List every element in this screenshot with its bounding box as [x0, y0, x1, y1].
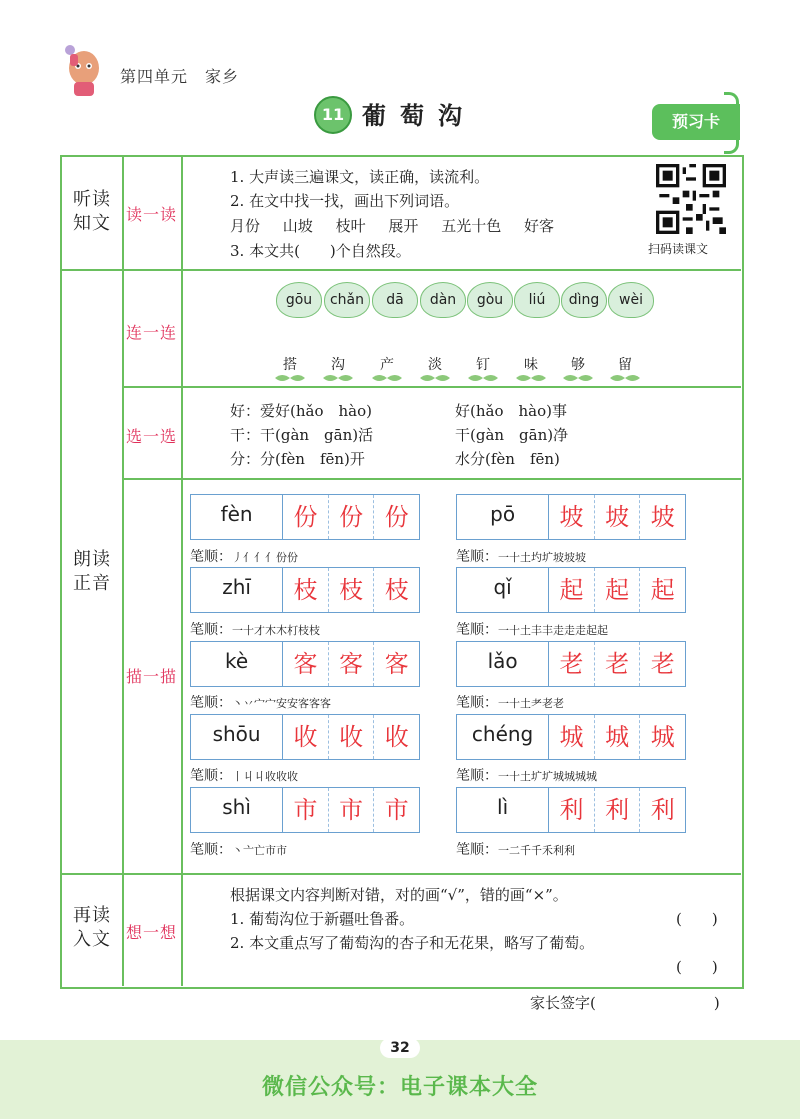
char-cell[interactable]: 老: [650, 650, 675, 678]
lesson-number: 11: [314, 96, 352, 134]
pinyin-cell: qǐ: [457, 568, 549, 612]
char-leaf[interactable]: 够: [571, 357, 585, 373]
writing-grid[interactable]: [190, 641, 420, 687]
char-cell[interactable]: 市: [384, 796, 409, 824]
page-number: 32: [380, 1038, 420, 1058]
lesson-title: 葡萄沟: [362, 101, 476, 130]
stroke-sequence: 丨丩丩收收收: [232, 770, 298, 783]
stroke-order: [456, 765, 597, 785]
word: 山坡: [282, 217, 313, 235]
char-cell[interactable]: 市: [283, 788, 329, 832]
char-leaf[interactable]: 留: [618, 357, 632, 373]
activity-read: 读一读: [125, 205, 177, 224]
word-list: [230, 215, 554, 236]
col-divider-1: [122, 156, 124, 986]
stroke-order-label: 笔顺：: [190, 549, 232, 565]
word: 展开: [388, 217, 419, 235]
stroke-sequence: 丿亻亻亻份份: [232, 551, 298, 564]
stroke-order-label: 笔顺：: [456, 622, 498, 638]
char-cell[interactable]: 枝: [384, 576, 409, 604]
activity-connect: 连一连: [125, 323, 177, 342]
char-cell[interactable]: 份: [384, 503, 409, 531]
pinyin-drop[interactable]: dàn: [420, 282, 466, 318]
char-cell[interactable]: 收: [329, 715, 375, 759]
stroke-order-label: 笔顺：: [190, 695, 232, 711]
pinyin-cell: lì: [457, 788, 549, 832]
word: 月份: [230, 217, 261, 235]
stroke-order-label: 笔顺：: [190, 768, 232, 784]
think-instruction: 根据课文内容判断对错，对的画“√”，错的画“×”。: [230, 886, 568, 904]
think-question-1: 1. 葡萄沟位于新疆吐鲁番。: [230, 910, 415, 928]
stroke-order: [456, 619, 608, 639]
char-cell[interactable]: 客: [384, 650, 409, 678]
char-cell[interactable]: 坡: [650, 503, 675, 531]
writing-grid[interactable]: [456, 787, 686, 833]
char-cell[interactable]: 起: [549, 568, 595, 612]
stroke-order: [190, 692, 331, 712]
char-cell[interactable]: 收: [384, 723, 409, 751]
char-cell[interactable]: 份: [283, 495, 329, 539]
activity-choose: 选一选: [125, 427, 177, 446]
pinyin-drop[interactable]: dìng: [561, 282, 607, 318]
char-leaf[interactable]: 产: [380, 357, 394, 373]
stroke-sequence: 一十土丰丰走走走起起: [498, 624, 608, 637]
char-cell[interactable]: 份: [329, 495, 375, 539]
char-leaf[interactable]: 味: [524, 357, 538, 373]
stroke-order: [456, 839, 575, 859]
preview-card-badge: 预习卡: [652, 104, 740, 140]
char-cell[interactable]: 利: [595, 788, 641, 832]
answer-blank-2[interactable]: ( ): [676, 958, 718, 976]
stroke-sequence: 一二千千禾利利: [498, 844, 575, 857]
writing-grid[interactable]: [190, 494, 420, 540]
stroke-sequence: 丶亠亡市市: [232, 844, 287, 857]
stroke-order: [190, 765, 298, 785]
word: 五光十色: [441, 217, 502, 235]
activity-trace: 描一描: [125, 667, 177, 686]
pinyin-cell: chéng: [457, 715, 549, 759]
writing-grid[interactable]: [456, 641, 686, 687]
writing-grid[interactable]: [456, 494, 686, 540]
char-cell[interactable]: 老: [549, 642, 595, 686]
mascot-icon: [60, 42, 104, 100]
pinyin-drop[interactable]: dā: [372, 282, 418, 318]
writing-grid[interactable]: [190, 567, 420, 613]
char-leaf[interactable]: 钉: [476, 357, 490, 373]
pinyin-drop[interactable]: chǎn: [324, 282, 370, 318]
choose-right-2: 干(gàn gān)净: [455, 426, 569, 444]
word: 好客: [523, 217, 554, 235]
stroke-order: [456, 546, 586, 566]
pinyin-cell: fèn: [191, 495, 283, 539]
qr-code-icon[interactable]: [656, 164, 726, 234]
col-divider-2: [181, 156, 183, 986]
unit-title: 第四单元 家乡: [120, 67, 240, 86]
char-cell[interactable]: 客: [329, 642, 375, 686]
parent-signature[interactable]: [530, 992, 720, 1013]
pinyin-cell: kè: [191, 642, 283, 686]
answer-blank-1[interactable]: ( ): [676, 910, 718, 928]
char-leaf[interactable]: 沟: [331, 357, 345, 373]
read-line-1: 1. 大声读三遍课文，读正确，读流利。: [230, 168, 490, 186]
think-question-2: 2. 本文重点写了葡萄沟的杏子和无花果，略写了葡萄。: [230, 934, 595, 952]
char-cell[interactable]: 起: [595, 568, 641, 612]
qr-caption: 扫码读课文: [648, 242, 709, 256]
choose-right-3: 水分(fèn fēn): [455, 450, 560, 468]
read-line-3: 3. 本文共( )个自然段。: [230, 242, 411, 260]
char-cell[interactable]: 坡: [549, 495, 595, 539]
char-cell[interactable]: 收: [283, 715, 329, 759]
leaf-icons: [272, 372, 652, 384]
word: 枝叶: [335, 217, 366, 235]
signature-close: ): [713, 994, 720, 1012]
writing-grid[interactable]: [190, 787, 420, 833]
stroke-order-label: 笔顺：: [456, 768, 498, 784]
section-label-reread: 再读 入文: [73, 905, 111, 950]
signature-label: 家长签字(: [530, 994, 596, 1012]
char-cell[interactable]: 坡: [595, 495, 641, 539]
pinyin-drop[interactable]: gōu: [276, 282, 322, 318]
pinyin-cell: lǎo: [457, 642, 549, 686]
activity-think: 想一想: [125, 923, 177, 942]
row-divider-3: [122, 478, 741, 480]
pinyin-drop[interactable]: liú: [514, 282, 560, 318]
choose-left-3: 分：分(fèn fēn)开: [230, 450, 365, 468]
stroke-order-label: 笔顺：: [190, 622, 232, 638]
stroke-sequence: 一十土耂老老: [498, 697, 564, 710]
writing-grid[interactable]: [456, 567, 686, 613]
char-cell[interactable]: 城: [595, 715, 641, 759]
stroke-order-label: 笔顺：: [456, 695, 498, 711]
char-cell[interactable]: 起: [650, 576, 675, 604]
pinyin-cell: zhī: [191, 568, 283, 612]
char-cell[interactable]: 枝: [283, 568, 329, 612]
stroke-sequence: 一十土圴圹坡坡坡: [498, 551, 586, 564]
pinyin-cell: shì: [191, 788, 283, 832]
choose-left-1: 好：爱好(hǎo hào): [230, 402, 372, 420]
char-cell[interactable]: 利: [650, 796, 675, 824]
wechat-watermark: 微信公众号：电子课本大全: [261, 1075, 538, 1100]
char-cell[interactable]: 城: [650, 723, 675, 751]
char-cell[interactable]: 利: [549, 788, 595, 832]
stroke-sequence: 一十才木木朾枝枝: [232, 624, 320, 637]
char-leaf[interactable]: 搭: [283, 357, 297, 373]
choose-right-1: 好(hǎo hào)事: [455, 402, 567, 420]
choose-left-2: 干：干(gàn gān)活: [230, 426, 374, 444]
stroke-order: [456, 692, 564, 712]
row-divider-1: [61, 269, 741, 271]
char-leaf[interactable]: 淡: [428, 357, 442, 373]
stroke-order-label: 笔顺：: [456, 549, 498, 565]
row-divider-2: [122, 386, 741, 388]
writing-grid[interactable]: [456, 714, 686, 760]
read-line-2: 2. 在文中找一找，画出下列词语。: [230, 192, 460, 210]
char-cell[interactable]: 枝: [329, 568, 375, 612]
stroke-sequence: 丶丷宀宀安安客客客: [232, 697, 331, 710]
char-cell[interactable]: 市: [329, 788, 375, 832]
char-cell[interactable]: 城: [549, 715, 595, 759]
stroke-order: [190, 619, 320, 639]
stroke-order-label: 笔顺：: [456, 842, 498, 858]
stroke-order: [190, 546, 298, 566]
pinyin-drop[interactable]: gòu: [467, 282, 513, 318]
row-divider-4: [61, 873, 741, 875]
section-label-listen: 听读 知文: [73, 189, 111, 234]
writing-grid[interactable]: [190, 714, 420, 760]
stroke-sequence: 一十土圹圹城城城城: [498, 770, 597, 783]
stroke-order: [190, 839, 287, 859]
pinyin-cell: pō: [457, 495, 549, 539]
section-label-read-aloud: 朗读 正音: [73, 549, 111, 594]
stroke-order-label: 笔顺：: [190, 842, 232, 858]
pinyin-drop[interactable]: wèi: [608, 282, 654, 318]
char-cell[interactable]: 客: [283, 642, 329, 686]
char-cell[interactable]: 老: [595, 642, 641, 686]
pinyin-cell: shōu: [191, 715, 283, 759]
